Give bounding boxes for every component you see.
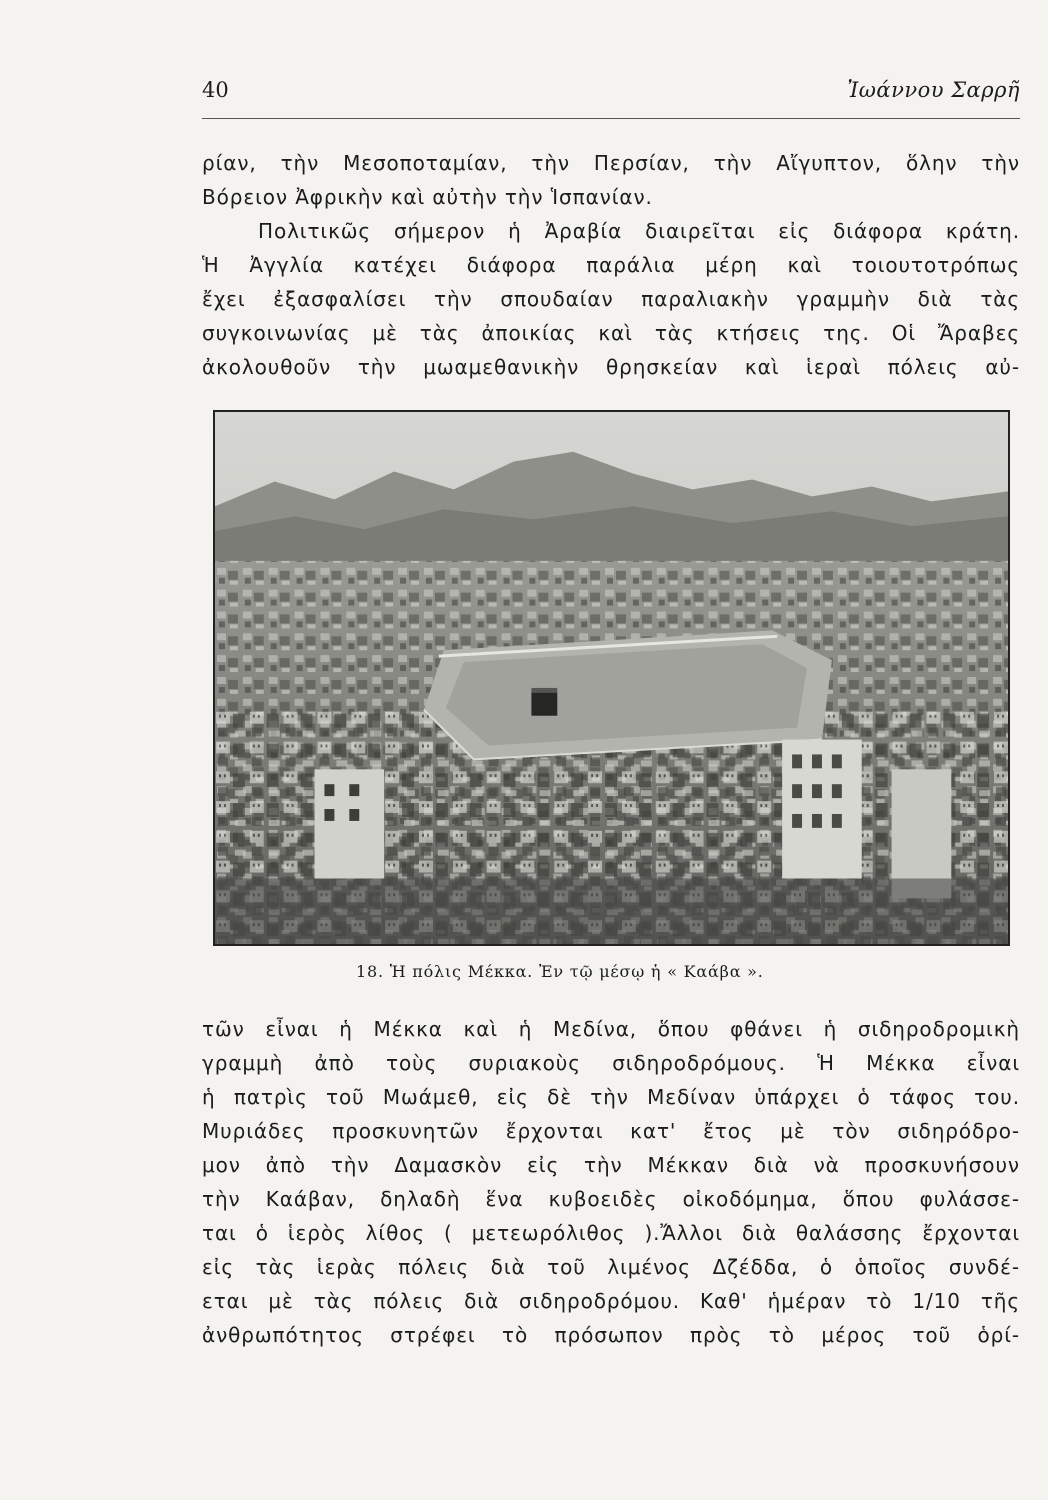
text-line: Μυριάδες προσκυνητῶν ἔρχονται κατ' ἔτος μὲ τὸν σιδηρόδρο-: [202, 1119, 1020, 1143]
running-head: Ἰωάννου Σαρρῆ: [847, 78, 1020, 102]
header-rule: [202, 118, 1020, 119]
photo-illustration: [215, 412, 1008, 944]
text-line: Βόρειον Ἀφρικὴν καὶ αὐτὴν τὴν Ἱσπανίαν.: [202, 185, 653, 209]
text-line: γραμμὴ ἀπὸ τοὺς συριακοὺς σιδηροδρόμους. Ἡ Μέκκα εἶναι: [202, 1051, 1020, 1075]
text-line: ἔχει ἐξασφαλίσει τὴν σπουδαίαν παραλιακὴν γραμμὴν διὰ τὰς: [202, 287, 1020, 311]
text-line: Ἡ Ἀγγλία κατέχει διάφορα παράλια μέρη καὶ τοιουτοτρόπως: [202, 253, 1020, 277]
text-line: εἰς τὰς ἱερὰς πόλεις διὰ τοῦ λιμένος Δζέδδα, ὁ ὁποῖος συνδέ-: [202, 1255, 1020, 1279]
text-line: τῶν εἶναι ἡ Μέκκα καὶ ἡ Μεδίνα, ὅπου φθάνει ἡ σιδηροδρομικὴ: [202, 1017, 1020, 1041]
text-line: Πολιτικῶς σήμερον ἡ Ἀραβία διαιρεῖται εἰς διάφορα κράτη.: [258, 219, 1020, 243]
text-line: μον ἀπὸ τὴν Δαμασκὸν εἰς τὴν Μέκκαν διὰ νὰ προσκυνήσουν: [202, 1153, 1020, 1177]
text-line: τὴν Καάβαν, δηλαδὴ ἕνα κυβοειδὲς οἰκοδόμημα, ὅπου φυλάσσε-: [202, 1187, 1020, 1211]
text-line: εται μὲ τὰς πόλεις διὰ σιδηροδρόμου. Καθ' ἡμέραν τὸ 1/10 τῆς: [202, 1289, 1020, 1313]
figure-caption: 18. Ἡ πόλις Μέκκα. Ἐν τῷ μέσῳ ἡ « Καάβα ».: [356, 962, 764, 981]
text-line: ται ὁ ἱερὸς λίθος ( μετεωρόλιθος ).Ἄλλοι διὰ θαλάσσης ἔρχονται: [202, 1221, 1020, 1245]
paragraph-top: [202, 146, 1020, 384]
mecca-photograph: [213, 410, 1010, 946]
page-number: 40: [202, 78, 229, 102]
text-line: ἀνθρωπότητος στρέφει τὸ πρόσωπον πρὸς τὸ μέρος τοῦ ὁρί-: [202, 1323, 1020, 1347]
text-line: ἡ πατρὶς τοῦ Μωάμεθ, εἰς δὲ τὴν Μεδίναν ὑπάρχει ὁ τάφος του.: [202, 1085, 1020, 1109]
paragraph-bottom: [202, 1012, 1020, 1352]
text-line: ρίαν, τὴν Μεσοποταμίαν, τὴν Περσίαν, τὴν Αἴγυπτον, ὅλην τὴν: [202, 151, 1020, 175]
page-header: [202, 76, 1020, 110]
text-line: ἀκολουθοῦν τὴν μωαμεθανικὴν θρησκείαν καὶ ἱεραὶ πόλεις αὐ-: [202, 355, 1020, 379]
text-line: συγκοινωνίας μὲ τὰς ἀποικίας καὶ τὰς κτήσεις της. Οἱ Ἄραβες: [202, 321, 1020, 345]
